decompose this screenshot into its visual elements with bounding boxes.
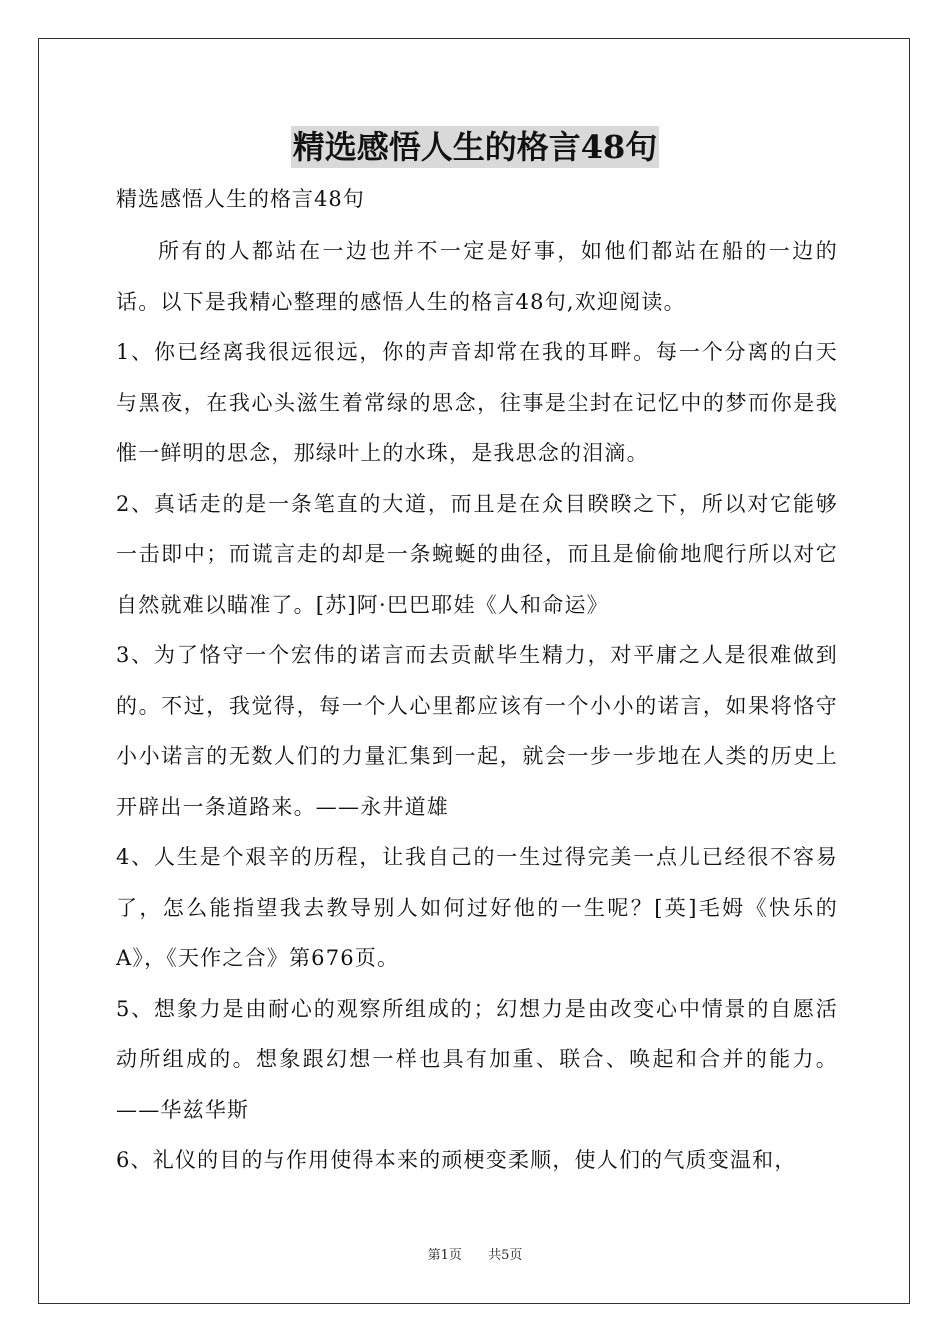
title-wrap	[0, 126, 950, 168]
intro-paragraph: 所有的人都站在一边也并不一定是好事，如他们都站在船的一边的话。以下是我精心整理的感悟人生的格言48句,欢迎阅读。	[116, 239, 838, 314]
document-title: 精选感悟人生的格言48句	[292, 128, 658, 166]
quote-item-1: 1、你已经离我很远很远，你的声音却常在我的耳畔。每一个分离的白天与黑夜，在我心头滋生着常绿的思念，往事是尘封在记忆中的梦而你是我惟一鲜明的思念，那绿叶上的水珠，是我思念的泪滴。	[116, 340, 838, 465]
quote-item-6: 6、礼仪的目的与作用使得本来的顽梗变柔顺，使人们的气质变温和，	[116, 1148, 797, 1172]
quote-item-2: 2、真话走的是一条笔直的大道，而且是在众目睽睽之下，所以对它能够一击即中；而谎言走的却是一条蜿蜒的曲径，而且是偷偷地爬行所以对它自然就难以瞄准了。[苏]阿·巴巴耶娃《人和命运》	[116, 491, 838, 617]
quote-item-3: 3、为了恪守一个宏伟的诺言而去贡献毕生精力，对平庸之人是很难做到的。不过，我觉得，每一个人心里都应该有一个小小的诺言，如果将恪守小小诺言的无数人们的力量汇集到一起，就会一步一步地在人类的历史上开辟出一条道路来。——永井道雄	[116, 643, 838, 819]
page-total: 共5页	[488, 1248, 523, 1263]
quote-item-4: 4、人生是个艰辛的历程，让我自己的一生过得完美一点儿已经很不容易了，怎么能指望我去教导别人如何过好他的一生呢？[英]毛姆《快乐的A》，《天作之合》第676页。	[116, 845, 838, 970]
quote-item-5: 5、想象力是由耐心的观察所组成的；幻想力是由改变心中情景的自愿活动所组成的。想象跟幻想一样也具有加重、联合、唤起和合并的能力。——华兹华斯	[116, 996, 838, 1122]
page-number: 第1页	[427, 1248, 462, 1263]
page-footer	[0, 1244, 950, 1263]
document-body	[116, 180, 838, 1186]
document-subtitle: 精选感悟人生的格言48句	[116, 187, 365, 211]
